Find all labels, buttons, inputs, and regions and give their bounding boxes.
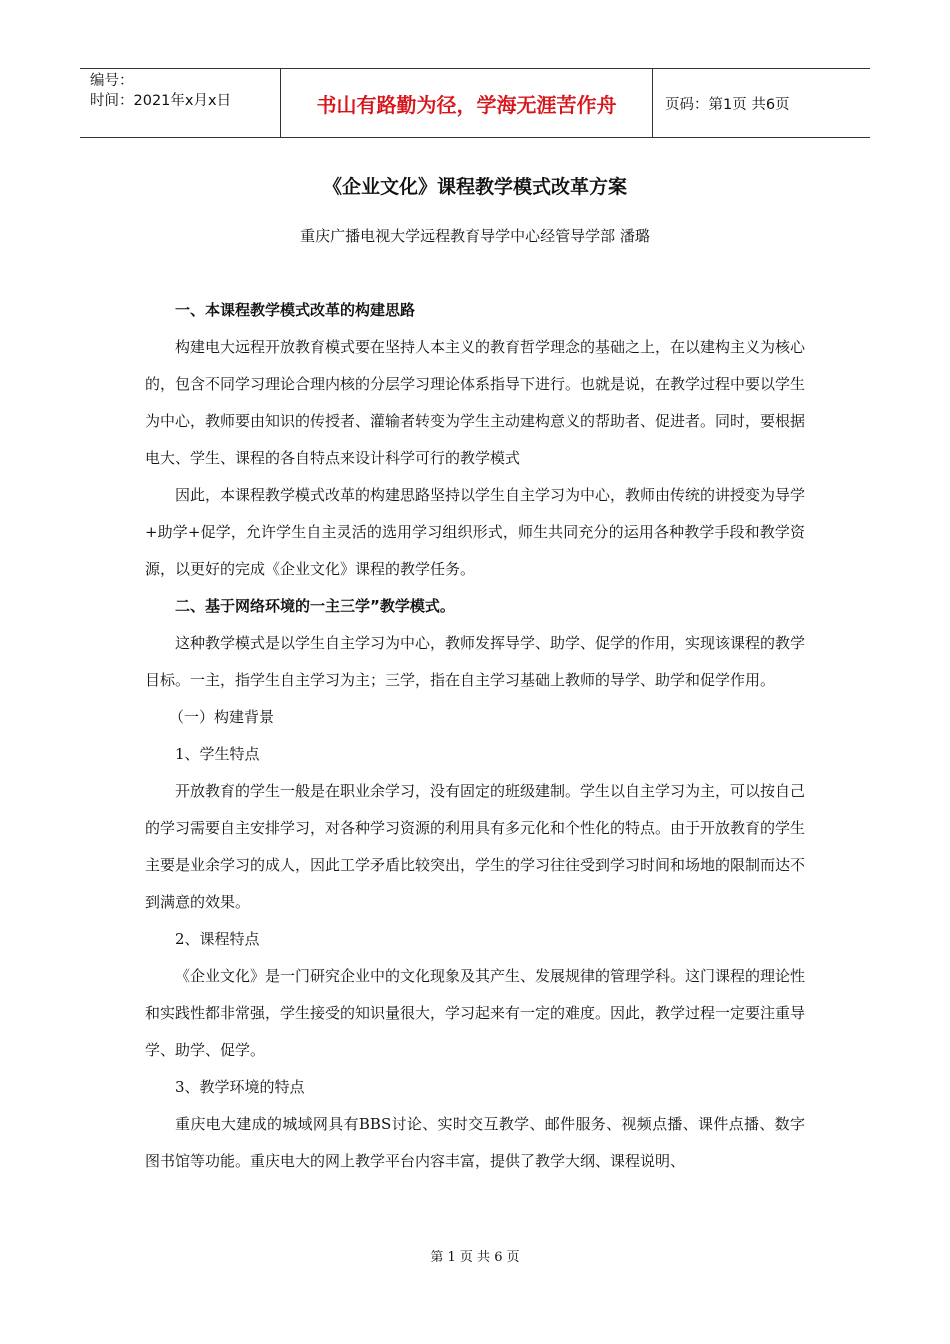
paragraph-2: 因此，本课程教学模式改革的构建思路坚持以学生自主学习为中心，教师由传统的讲授变为导学+助学+促学，允许学生自主灵活的选用学习组织形式，师生共同充分的运用各种教学手段和教学资源，以更好的完成《企业文化》课程的教学任务。	[145, 486, 806, 578]
subheading-background: （一）构建背景	[169, 708, 275, 726]
page-footer: 第 1 页 共 6 页	[430, 1250, 520, 1265]
section-heading-2: 二、基于网络环境的一主三学”教学模式。	[175, 597, 455, 615]
number-label: 编号：	[90, 73, 134, 89]
document-title: 《企业文化》课程教学模式改革方案	[322, 176, 627, 198]
section-heading-1: 一、本课程教学模式改革的构建思路	[175, 301, 416, 319]
paragraph-1: 构建电大远程开放教育模式要在坚持人本主义的教育哲学理念的基础之上，在以建构主义为核心的，包含不同学习理论合理内核的分层学习理论体系指导下进行。也就是说，在教学过程中要以学生为中心，教师要由知识的传授者、灌输者转变为学生主动建构意义的帮助者、促进者。同时，要根据电大、学生、课程的各自特点来设计科学可行的教学模式	[145, 338, 806, 467]
header-motto: 书山有路勤为径，学海无涯苦作舟	[280, 69, 653, 137]
subheading-environment: 3、教学环境的特点	[175, 1078, 305, 1096]
paragraph-3: 这种教学模式是以学生自主学习为中心，教师发挥导学、助学、促学的作用，实现该课程的教学目标。一主，指学生自主学习为主；三学，指在自主学习基础上教师的导学、助学和促学作用。	[145, 634, 806, 689]
paragraph-6: 重庆电大建成的城域网具有BBS讨论、实时交互教学、邮件服务、视频点播、课件点播、数字图书馆等功能。重庆电大的网上教学平台内容丰富，提供了教学大纲、课程说明、	[145, 1115, 805, 1170]
paragraph-5: 《企业文化》是一门研究企业中的文化现象及其产生、发展规律的管理学科。这门课程的理论性和实践性都非常强，学生接受的知识量很大，学习起来有一定的难度。因此，教学过程一定要注重导学、助学、促学。	[145, 967, 806, 1059]
header-left-cell	[80, 69, 280, 137]
subheading-student: 1、学生特点	[175, 745, 260, 763]
subheading-course: 2、课程特点	[175, 930, 260, 948]
header-page-code: 页码：第1页 共6页	[665, 96, 790, 113]
paragraph-4: 开放教育的学生一般是在职业余学习，没有固定的班级建制。学生以自主学习为主，可以按自己的学习需要自主安排学习，对各种学习资源的利用具有多元化和个性化的特点。由于开放教育的学生主要是业余学习的成人，因此工学矛盾比较突出，学生的学习往往受到学习时间和场地的限制而达不到满意的效果。	[145, 782, 806, 911]
document-header-table	[80, 68, 870, 138]
document-body	[145, 292, 805, 1180]
document-author: 重庆广播电视大学远程教育导学中心经管导学部 潘璐	[300, 227, 650, 245]
time-label: 时间：2021年x月x日	[90, 93, 232, 109]
